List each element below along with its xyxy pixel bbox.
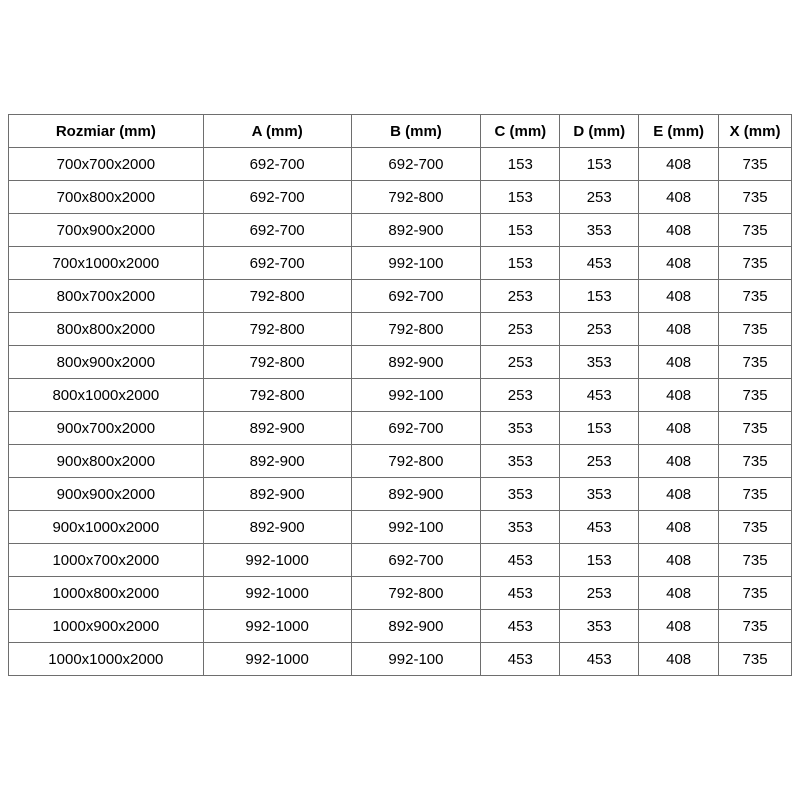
table-cell: 408 [639,643,719,676]
table-row [9,412,792,445]
table-cell: 735 [719,412,792,445]
table-body [9,148,792,676]
table-cell: 153 [481,148,560,181]
dimensions-table-container [8,114,792,676]
table-cell: 408 [639,478,719,511]
table-row [9,181,792,214]
table-cell: 408 [639,346,719,379]
table-cell: 792-800 [203,280,351,313]
table-cell: 792-800 [203,379,351,412]
table-cell: 735 [719,247,792,280]
column-header: Rozmiar (mm) [9,115,204,148]
table-cell: 153 [560,544,639,577]
table-row [9,214,792,247]
table-cell: 153 [560,148,639,181]
table-cell: 735 [719,313,792,346]
table-row [9,280,792,313]
table-cell: 735 [719,280,792,313]
table-cell: 735 [719,346,792,379]
table-cell: 408 [639,313,719,346]
table-cell: 408 [639,148,719,181]
table-cell: 735 [719,181,792,214]
table-cell: 453 [481,643,560,676]
table-cell: 153 [481,214,560,247]
table-cell: 408 [639,181,719,214]
table-cell: 735 [719,544,792,577]
table-row [9,445,792,478]
table-cell: 735 [719,214,792,247]
table-cell: 892-900 [203,445,351,478]
table-cell: 408 [639,544,719,577]
table-cell: 735 [719,643,792,676]
table-cell: 735 [719,577,792,610]
table-cell: 892-900 [351,346,481,379]
table-cell: 792-800 [351,577,481,610]
table-cell: 792-800 [203,346,351,379]
table-cell: 892-900 [351,478,481,511]
table-cell: 692-700 [351,148,481,181]
table-cell: 700x1000x2000 [9,247,204,280]
table-cell: 992-1000 [203,610,351,643]
table-cell: 792-800 [351,313,481,346]
table-cell: 353 [560,214,639,247]
table-cell: 892-900 [203,412,351,445]
table-cell: 992-1000 [203,544,351,577]
table-cell: 453 [560,643,639,676]
table-cell: 353 [560,478,639,511]
table-cell: 692-700 [351,544,481,577]
table-cell: 453 [481,544,560,577]
column-header: X (mm) [719,115,792,148]
table-row [9,379,792,412]
table-cell: 153 [560,412,639,445]
table-cell: 892-900 [351,610,481,643]
table-cell: 253 [560,181,639,214]
table-cell: 900x1000x2000 [9,511,204,544]
table-cell: 153 [481,247,560,280]
table-cell: 800x900x2000 [9,346,204,379]
table-header [9,115,792,148]
table-cell: 253 [560,445,639,478]
table-cell: 408 [639,610,719,643]
table-cell: 408 [639,214,719,247]
table-cell: 408 [639,511,719,544]
table-cell: 692-700 [351,412,481,445]
table-row [9,511,792,544]
table-row [9,346,792,379]
table-cell: 992-1000 [203,643,351,676]
table-cell: 353 [560,610,639,643]
table-cell: 253 [481,379,560,412]
table-cell: 1000x800x2000 [9,577,204,610]
table-cell: 253 [560,313,639,346]
table-cell: 408 [639,445,719,478]
table-cell: 353 [481,412,560,445]
table-cell: 735 [719,148,792,181]
table-cell: 692-700 [351,280,481,313]
table-cell: 253 [560,577,639,610]
table-row [9,478,792,511]
table-cell: 700x900x2000 [9,214,204,247]
table-cell: 892-900 [203,511,351,544]
table-cell: 800x800x2000 [9,313,204,346]
table-cell: 800x700x2000 [9,280,204,313]
column-header: D (mm) [560,115,639,148]
table-cell: 253 [481,346,560,379]
table-cell: 900x800x2000 [9,445,204,478]
table-cell: 692-700 [203,148,351,181]
table-cell: 800x1000x2000 [9,379,204,412]
table-row [9,643,792,676]
table-cell: 900x900x2000 [9,478,204,511]
column-header: B (mm) [351,115,481,148]
header-row [9,115,792,148]
table-cell: 453 [560,379,639,412]
table-cell: 992-100 [351,643,481,676]
column-header: A (mm) [203,115,351,148]
table-cell: 453 [481,610,560,643]
table-cell: 735 [719,379,792,412]
table-row [9,313,792,346]
table-cell: 453 [560,511,639,544]
dimensions-table [8,114,792,676]
table-cell: 353 [560,346,639,379]
table-cell: 453 [560,247,639,280]
table-row [9,610,792,643]
table-cell: 253 [481,280,560,313]
table-cell: 900x700x2000 [9,412,204,445]
table-cell: 153 [560,280,639,313]
table-cell: 992-100 [351,379,481,412]
table-cell: 692-700 [203,181,351,214]
table-cell: 792-800 [351,181,481,214]
table-cell: 408 [639,280,719,313]
table-row [9,247,792,280]
table-cell: 992-100 [351,247,481,280]
table-cell: 792-800 [203,313,351,346]
table-cell: 253 [481,313,560,346]
table-cell: 692-700 [203,247,351,280]
table-cell: 735 [719,610,792,643]
table-cell: 700x700x2000 [9,148,204,181]
table-row [9,577,792,610]
table-cell: 1000x900x2000 [9,610,204,643]
table-cell: 892-900 [203,478,351,511]
table-cell: 1000x1000x2000 [9,643,204,676]
table-cell: 735 [719,478,792,511]
table-cell: 408 [639,577,719,610]
table-cell: 735 [719,511,792,544]
column-header: E (mm) [639,115,719,148]
column-header: C (mm) [481,115,560,148]
table-cell: 992-100 [351,511,481,544]
table-cell: 992-1000 [203,577,351,610]
table-cell: 892-900 [351,214,481,247]
table-cell: 408 [639,379,719,412]
table-cell: 700x800x2000 [9,181,204,214]
table-cell: 453 [481,577,560,610]
table-cell: 153 [481,181,560,214]
table-cell: 692-700 [203,214,351,247]
table-row [9,544,792,577]
table-cell: 353 [481,478,560,511]
table-cell: 353 [481,445,560,478]
table-cell: 353 [481,511,560,544]
table-cell: 408 [639,247,719,280]
table-cell: 1000x700x2000 [9,544,204,577]
table-cell: 408 [639,412,719,445]
table-cell: 792-800 [351,445,481,478]
table-row [9,148,792,181]
table-cell: 735 [719,445,792,478]
